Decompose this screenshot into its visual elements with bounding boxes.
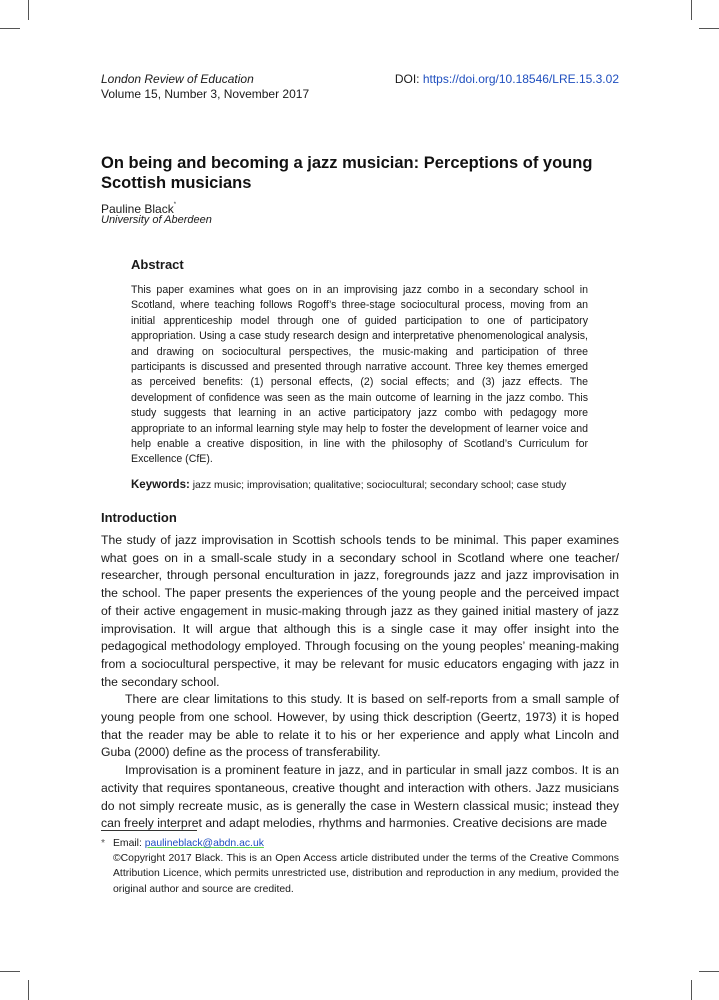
doi-label: DOI: [394,72,423,86]
crop-mark-top-right-h [699,28,719,29]
introduction-heading: Introduction [101,510,177,525]
journal-name: London Review of Education [101,72,254,86]
paragraph: There are clear limitations to this study. It is based on self-reports from a small sample of young people from one school. However, by using thick description (Geertz, 1973) it is hoped that the reader may be able to relate it to his or her experience and apply what Lincoln and Guba (2000) define as the process of transferability. [101,692,619,760]
footnote-divider [101,830,197,831]
crop-mark-top-left-v [28,0,29,20]
doi [395,72,619,87]
paragraph: Improvisation is a prominent feature in jazz, and in particular in small jazz combos. It is an activity that requires spontaneous, creative thought and interaction with others. Jazz musicians do not simply recreate music, as is generally the case in Western classical music; instead they can freely interpret and adapt melodies, rhythms and harmonies. Creative decisions are made [101,763,619,831]
introduction-section [101,510,619,833]
author-name-text: Pauline Black [101,202,174,216]
crop-mark-bottom-left-h [0,971,20,972]
paragraph: The study of jazz improvisation in Scottish schools tends to be minimal. This paper examines what goes on in a small-scale study in a secondary school in Scotland where one teacher/ researcher, through personal enculturation in jazz, foregrounds jazz and jazz improvisation in the school. The paper presents the experiences of the young people and the perceived impact of their active engagement in music-making through jazz as they gained initial mastery of jazz improvisation. It will argue that although this is a single case it may offer insight into the pedagogical methodology employed. Through focusing on the young peoples’ meaning-making from a sociocultural perspective, it may be relevant for music educators engaging with jazz in the secondary school. [101,533,619,689]
author-footnote-marker[interactable]: * [173,202,177,208]
keywords-list: jazz music; improvisation; qualitative; sociocultural; secondary school; case study [192,479,567,491]
running-header [101,72,619,102]
footnote-email-line [113,836,619,851]
footnote [101,836,619,897]
footnote-marker: * [101,838,106,849]
keywords-label: Keywords: [131,478,190,491]
journal-volume: Volume 15, Number 3, November 2017 [101,87,310,101]
doi-link[interactable]: https://doi.org/10.18546/LRE.15.3.02 [422,72,619,86]
abstract-heading: Abstract [131,257,184,272]
author-affiliation: University of Aberdeen [101,214,212,226]
crop-mark-bottom-right-v [691,980,692,1000]
copyright-notice: ©Copyright 2017 Black. This is an Open Access article distributed under the terms of the Creative Commons Attribution Licence, which permits unrestricted use, distribution and reproduction in any medium, provided the original author and source are credited. [113,853,619,895]
keywords [131,478,588,493]
crop-mark-top-right-v [691,0,692,20]
article-title: On being and becoming a jazz musician: Perceptions of young Scottish musicians [101,154,593,192]
email-label: Email: [113,838,145,849]
crop-mark-bottom-right-h [699,971,719,972]
email-link[interactable]: paulineblack@abdn.ac.uk [144,838,264,849]
crop-mark-top-left-h [0,28,20,29]
abstract-text: This paper examines what goes on in an improvising jazz combo in a secondary school in Scotland, where teaching follows Rogoff’s three-stage sociocultural process, moving from an initial apprenticeship model through one of guided participation to one of participatory appropriation. Using a case study research design and interpretative phenomenological analysis, and drawing on sociocultural perspectives, the music-making and participation of three participants is discussed and presented through narrative account. Three key themes emerged as perceived benefits: (1) personal effects, (2) social effects; and (3) jazz effects. The development of confidence was seen as the main outcome of learning in the jazz combo. This study suggests that learning in an active participatory jazz combo with pedagogy more appropriate to an informal learning style may help to foster the development of learner voice and help enable a creative disposition, in line with the philosophy of Scotland’s Curriculum for Excellence (CfE). [131,284,588,466]
crop-mark-bottom-left-v [28,980,29,1000]
abstract-section [131,257,588,493]
